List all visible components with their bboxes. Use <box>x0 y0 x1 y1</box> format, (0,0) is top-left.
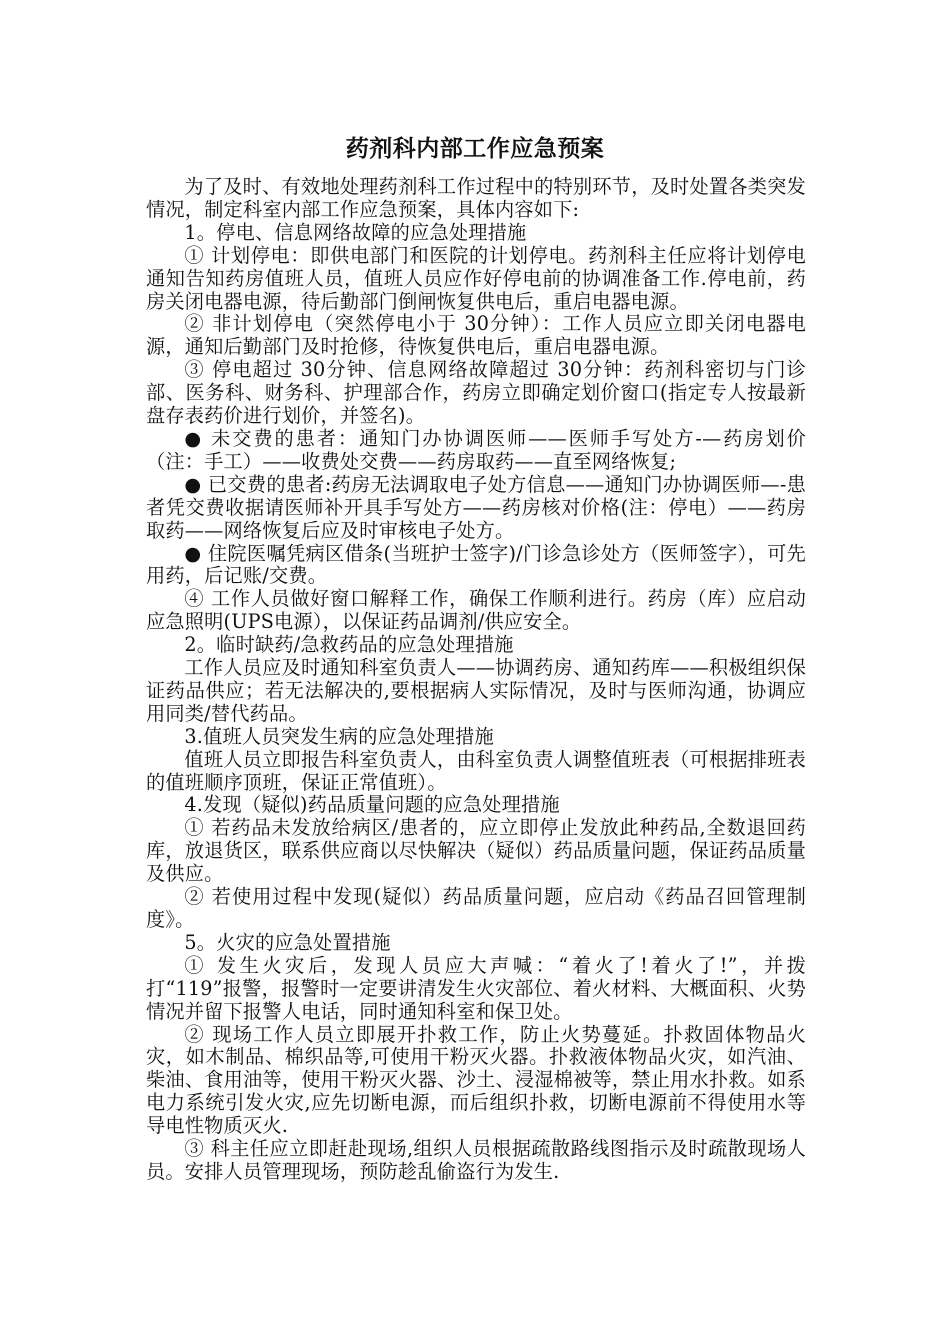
section-2-body: 工作人员应及时通知科室负责人——协调药房、通知药库——积极组织保证药品供应；若无法解决的,要根据病人实际情况，及时与医师沟通，协调应用同类/替代药品。 <box>146 656 806 725</box>
section-1-bullet-unpaid: ● 未交费的患者：通知门办协调医师——医师手写处方-—药房划价（注：手工）——收费处交费——药房取药——直至网络恢复; <box>146 426 806 473</box>
section-3-body: 值班人员立即报告科室负责人，由科室负责人调整值班表（可根据排班表的值班顺序顶班，保证正常值班）。 <box>146 747 806 794</box>
section-4-item-1: ① 若药品未发放给病区/患者的，应立即停止发放此种药品,全数退回药库，放退货区，联系供应商以尽快解决（疑似）药品质量问题，保证药品质量及供应。 <box>146 816 806 886</box>
section-1-bullet-inpatient: ● 住院医嘱凭病区借条(当班护士签字)/门诊急诊处方（医师签字），可先用药，后记账/交费。 <box>146 541 806 588</box>
section-1-item-3: ③ 停电超过 30分钟、信息网络故障超过 30分钟：药剂科密切与门诊部、医务科、财务科、护理部合作，药房立即确定划价窗口(指定专人按最新盘存表药价进行划价，并签名)。 <box>146 358 806 428</box>
section-5-item-1: ① 发生火灾后，发现人员应大声喊：“着火了!着火了!”，并拨打“119”报警，报警时一定要讲清发生火灾部位、着火材料、大概面积、火势情况并留下报警人电话，同时通知科室和保卫处。 <box>146 953 806 1023</box>
section-5-item-3: ③ 科主任应立即赶赴现场,组织人员根据疏散路线图指示及时疏散现场人员。安排人员管理现场，预防趁乱偷盗行为发生. <box>146 1137 806 1183</box>
section-2-heading: 2。临时缺药/急救药品的应急处理措施 <box>184 633 514 657</box>
section-1-item-4: ④ 工作人员做好窗口解释工作，确保工作顺利进行。药房（库）应启动应急照明(UPS电源），以保证药品调剂/供应安全。 <box>146 587 806 634</box>
section-5-item-2: ② 现场工作人员立即展开扑救工作，防止火势蔓延。扑救固体物品火灾，如木制品、棉织品等,可使用干粉灭火器。扑救液体物品火灾，如汽油、柴油、食用油等，使用干粉灭火器、沙土、浸湿棉被等，禁止用水扑救。如系电力系统引发火灾,应先切断电源，而后组织扑救，切断电源前不得使用水等导电性物质灭火. <box>146 1022 806 1138</box>
section-1-heading: 1。停电、信息网络故障的应急处理措施 <box>184 220 527 244</box>
section-1-item-2: ② 非计划停电（突然停电小于 30分钟）：工作人员应立即关闭电器电源，通知后勤部门及时抢修，待恢复供电后，重启电器电源。 <box>146 312 806 359</box>
document-title: 药剂科内部工作应急预案 <box>345 136 605 162</box>
section-4-item-2: ② 若使用过程中发现(疑似）药品质量问题，应启动《药品召回管理制度》。 <box>146 885 806 931</box>
intro-paragraph: 为了及时、有效地处理药剂科工作过程中的特别环节，及时处置各类突发情况，制定科室内部工作应急预案，具体内容如下: <box>146 175 806 221</box>
section-1-bullet-paid: ● 已交费的患者:药房无法调取电子处方信息——通知门办协调医师—-患者凭交费收据请医师补开具手写处方——药房核对价格(注：停电）——药房取药——网络恢复后应及时审核电子处方。 <box>146 472 806 542</box>
section-1-item-1: ① 计划停电：即供电部门和医院的计划停电。药剂科主任应将计划停电通知告知药房值班人员，值班人员应作好停电前的协调准备工作.停电前，药房关闭电器电源，待后勤部门倒闸恢复供电后，重启电器电源。 <box>146 243 806 313</box>
section-3-heading: 3.值班人员突发生病的应急处理措施 <box>184 724 494 748</box>
document-body <box>146 176 806 1184</box>
section-5-heading: 5。火灾的应急处置措施 <box>184 930 391 954</box>
section-4-heading: 4.发现（疑似)药品质量问题的应急处理措施 <box>184 793 560 817</box>
